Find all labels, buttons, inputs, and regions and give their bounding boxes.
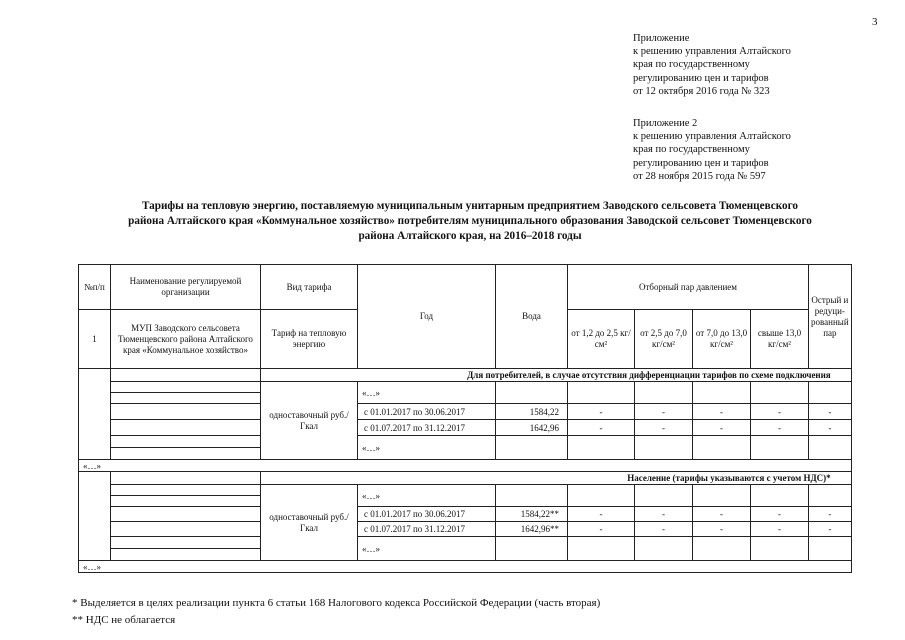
header-steam-group: Отборный пар давлением [568, 265, 809, 310]
annex-line: к решению управления Алтайского [633, 46, 791, 58]
steam-3-value: - [693, 404, 751, 420]
steam-2-value: - [635, 420, 693, 436]
steam-3-value: - [693, 507, 751, 522]
period-cell: с 01.01.2017 по 30.06.2017 [358, 507, 496, 522]
between-row [79, 460, 852, 472]
annex-line: от 28 ноября 2015 года № 597 [633, 170, 766, 182]
between-ellipsis: «…» [79, 460, 852, 472]
header-steam-2: от 2,5 до 7,0 кг/см² [635, 310, 693, 369]
section-2-title: Население (тарифы указываются с учетом НДС)* [261, 472, 852, 485]
water-value: 1642,96** [496, 522, 568, 537]
footnote-no-vat: ** НДС не облагается [72, 614, 176, 626]
header-row-1 [79, 265, 852, 310]
end-row [79, 561, 852, 573]
section-1-ellipsis-bottom: «…» [358, 436, 496, 460]
footnote-vat: * Выделяется в целях реализации пункта 6 статьи 168 Налогового кодекса Российской Федерации (часть вторая) [72, 597, 601, 609]
steam-2-value: - [635, 404, 693, 420]
org-name: МУП Заводского сельсовета Тюменцевского района Алтайского края «Коммунальное хозяйство» [111, 310, 261, 369]
steam-3-value: - [693, 522, 751, 537]
section-2-tariff-label: одноставочный руб./Гкал [261, 485, 358, 561]
header-num: №п/п [79, 265, 111, 310]
section-1-title: Для потребителей, в случае отсутствия дифференциации тарифов по схеме подключения [261, 369, 852, 382]
header-org: Наименование регулируемой организации [111, 265, 261, 310]
steam-4-value: - [751, 404, 809, 420]
annex-current [633, 32, 791, 98]
steam-1-value: - [568, 404, 635, 420]
document-title [60, 199, 880, 244]
steam-1-value: - [568, 522, 635, 537]
annex-line: от 12 октября 2016 года № 323 [633, 85, 770, 97]
title-line: Тарифы на тепловую энергию, поставляемую муниципальным унитарным предприятием Заводского сельсовета Тюменцевского [141, 200, 799, 212]
end-ellipsis: «…» [79, 561, 852, 573]
steam-4-value: - [751, 522, 809, 537]
steam-2-value: - [635, 522, 693, 537]
section-2-title-row [79, 472, 852, 485]
title-line: района Алтайского края, на 2016–2018 годы [358, 230, 582, 242]
annex-line: регулированию цен и тарифов [633, 72, 769, 84]
tariff-table [78, 264, 852, 573]
section-1-ellipsis-top: «…» [358, 382, 496, 404]
header-year: Год [358, 265, 496, 369]
annex-line: Приложение [633, 33, 690, 44]
title-line: района Алтайского края «Коммунальное хозяйство» потребителям муниципального образования Заводской сельсовет Тюменцевского [128, 215, 812, 227]
steam-3-value: - [693, 420, 751, 436]
steam-2-value: - [635, 507, 693, 522]
section-1-title-row [79, 369, 852, 382]
annex-line: Приложение 2 [633, 118, 698, 129]
water-value: 1584,22 [496, 404, 568, 420]
header-steam-1: от 1,2 до 2,5 кг/см² [568, 310, 635, 369]
page-number: 3 [872, 16, 878, 28]
table-row [79, 404, 852, 420]
water-value: 1584,22** [496, 507, 568, 522]
annex-line: края по государственному [633, 59, 750, 71]
header-sharp-steam: Острый и редуци-рованный пар [809, 265, 852, 369]
annex-line: регулированию цен и тарифов [633, 157, 769, 169]
steam-1-value: - [568, 420, 635, 436]
steam-4-value: - [751, 507, 809, 522]
water-value: 1642,96 [496, 420, 568, 436]
section-1-tariff-label: одноставочный руб./Гкал [261, 382, 358, 460]
table-row [79, 522, 852, 537]
annex-line: края по государственному [633, 144, 750, 156]
annex-line: к решению управления Алтайского [633, 131, 791, 143]
steam-4-value: - [751, 420, 809, 436]
header-steam-3: от 7,0 до 13,0 кг/см² [693, 310, 751, 369]
header-steam-4: свыше 13,0 кг/см² [751, 310, 809, 369]
table-row [79, 420, 852, 436]
period-cell: с 01.01.2017 по 30.06.2017 [358, 404, 496, 420]
table-row [79, 507, 852, 522]
sharp-steam-value: - [809, 404, 852, 420]
section-2-ellipsis-top: «…» [358, 485, 496, 507]
annex-original [633, 117, 791, 183]
sharp-steam-value: - [809, 420, 852, 436]
period-cell: с 01.07.2017 по 31.12.2017 [358, 522, 496, 537]
steam-1-value: - [568, 507, 635, 522]
section-2-ellipsis-bottom: «…» [358, 537, 496, 561]
sharp-steam-value: - [809, 507, 852, 522]
sharp-steam-value: - [809, 522, 852, 537]
header-water: Вода [496, 265, 568, 369]
org-tariff: Тариф на тепловую энергию [261, 310, 358, 369]
org-num: 1 [79, 310, 111, 369]
header-tariff-type: Вид тарифа [261, 265, 358, 310]
period-cell: с 01.07.2017 по 31.12.2017 [358, 420, 496, 436]
